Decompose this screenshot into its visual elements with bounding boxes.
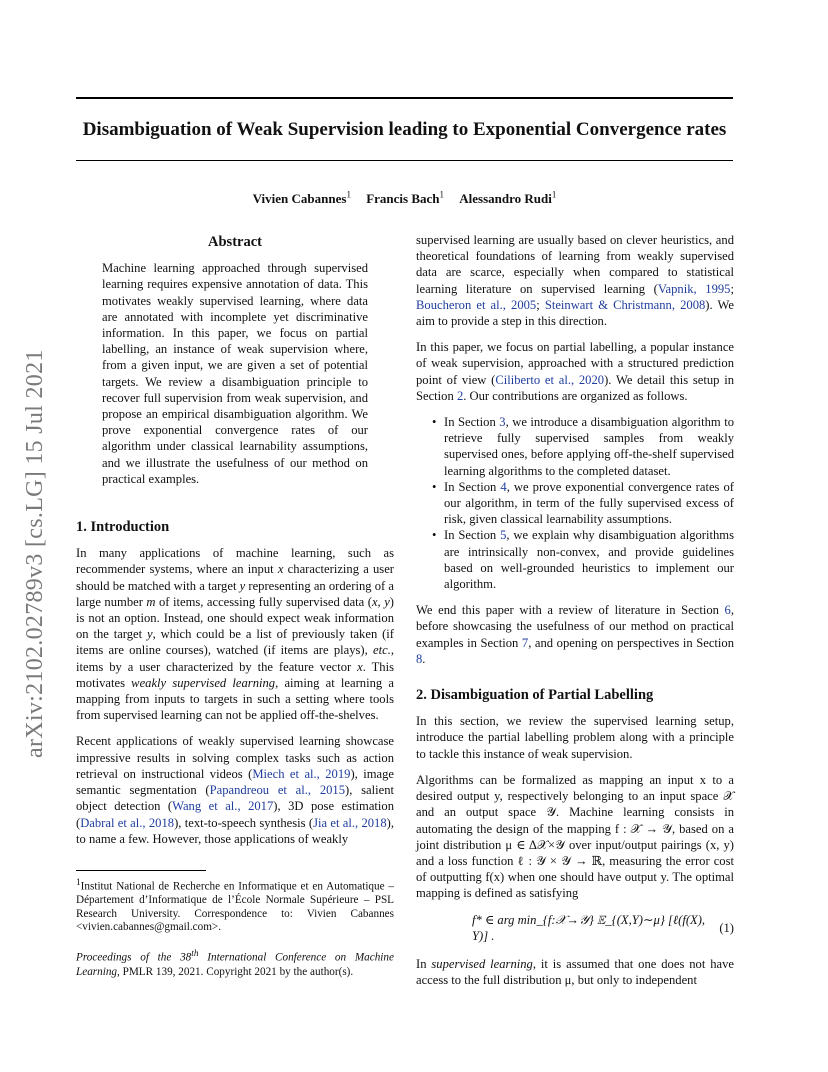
section-link[interactable]: 8 (416, 651, 423, 666)
section-paragraph: In this section, we review the supervised learning setup, introduce the partial labelling problem along with a principle to tackle this instance of weak supervision. (416, 714, 734, 761)
right-column (416, 232, 734, 998)
author-name: Francis Bach$^1$ (366, 190, 444, 207)
intro-paragraph: We end this paper with a review of literature in Section 6, before showcasing the usefulness of our method on practical examples in Section 7, and opening on perspectives in Section 8. (416, 603, 734, 666)
equation (416, 912, 734, 944)
equation-number: (1) (719, 920, 734, 935)
section-heading-introduction: 1. Introduction (76, 519, 170, 536)
footnote-rule (76, 870, 206, 871)
list-item: • In Section 4, we prove exponential convergence rates of our algorithm, in term of the fully supervised excess of risk, given classical learnability assumptions. (444, 479, 734, 528)
section-link[interactable]: 2 (456, 388, 464, 403)
section-link[interactable]: 6 (724, 603, 731, 618)
section-link[interactable]: 4 (500, 479, 507, 494)
section-paragraph: Algorithms can be formalized as mapping an input x to a desired output y, respectively belonging to an input space 𝒳 and an output space 𝒴. Machine learning consists in automating the design of the mapping f : 𝒳 → 𝒴, based on a joint distribution μ ∈ Δ𝒳×𝒴 over input/output pairings (x, y) and a loss function ℓ : 𝒴 × 𝒴 → ℝ, measuring the error cost of outputting f(x) when one should have output y. The optimal mapping is defined as satisfying (416, 772, 734, 901)
intro-paragraph: In this paper, we focus on partial labelling, a popular instance of weak supervision, approached with a structured prediction point of view (Ciliberto et al., 2020). We detail this setup in Section 2. Our contributions are organized as follows. (416, 340, 734, 403)
citation-link[interactable]: Dabral et al., 2018 (80, 815, 175, 830)
contributions-list (416, 414, 734, 592)
citation-link[interactable]: Miech et al., 2019 (252, 766, 351, 781)
list-item: • In Section 5, we explain why disambiguation algorithms are intrinsically non-convex, and provide guidelines based on well-grounded heuristics to implement our algorithm. (444, 527, 734, 592)
section-heading-disambiguation: 2. Disambiguation of Partial Labelling (416, 687, 654, 704)
proceedings-note: Proceedings of the 38th International Conference on Machine Learning, PMLR 139, 2021. Copyright 2021 by the author(s). (76, 949, 394, 978)
title-rule-top (76, 97, 733, 99)
citation-link[interactable]: Steinwart & Christmann, 2008 (544, 297, 706, 312)
abstract-text: Machine learning approached through supervised learning requires expensive annotation of data. This motivates weakly supervised learning, where data are annotated with incomplete yet discriminative information. In this paper, we focus on partial labelling, an instance of weak supervision where, from a given input, we are given a set of potential targets. We review a disambiguation principle to recover full supervision from weak supervision, and propose an empirical disambiguation algorithm. We prove exponential convergence rates of our algorithm under classical learnability assumptions, and we illustrate the usefulness of our method on practical examples. (102, 261, 368, 486)
intro-paragraph: supervised learning are usually based on clever heuristics, and theoretical foundations of learning from weakly supervised data are scarce, especially when compared to statistical learning literature on supervised learning (Vapnik, 1995; Boucheron et al., 2005; Steinwart & Christmann, 2008). We aim to provide a step in this direction. (416, 233, 734, 329)
arxiv-side-label: arXiv:2102.02789v3 [cs.LG] 15 Jul 2021 (22, 349, 48, 758)
citation-link[interactable]: Vapnik, 1995 (657, 281, 731, 296)
section-link[interactable]: 5 (500, 528, 507, 543)
section-link[interactable]: 7 (521, 635, 529, 650)
abstract-heading: Abstract (208, 234, 262, 250)
paper-title: Disambiguation of Weak Supervision leading to Exponential Convergence rates (82, 119, 727, 140)
citation-link[interactable]: Jia et al., 2018 (313, 815, 387, 830)
author-name: Vivien Cabannes$^1$ (252, 190, 351, 207)
list-item: • In Section 3, we introduce a disambiguation algorithm to retrieve fully supervised samples from weakly supervised ones, before applying off-the-shelf supervised learning algorithms to the completed dataset. (444, 414, 734, 479)
intro-paragraph: In many applications of machine learning, such as recommender systems, where an input x characterizing a user should be matched with a target y representing an ordering of a large number m of items, accessing fully supervised data (x, y) is not an option. Instead, one should expect weak information on the target y, which could be a list of previously taken (if items are online courses), watched (if items are plays), etc., items by a user characterized by the feature vector x. This motivates weakly supervised learning, aiming at learning a mapping from inputs to targets in such a setting where tools from supervised learning can not be applied off-the-shelves. (76, 546, 394, 723)
citation-link[interactable]: Papandreou et al., 2015 (209, 783, 346, 798)
affiliation-footnote: $^1$Institut National de Recherche en Informatique et en Automatique – Département d’Informatique de l’École Normale Supérieure – PSL Research University. Correspondence to: Vivien Cabannes <vivien.cabannes@gmail.com>. (76, 878, 394, 933)
footnote-area (76, 870, 394, 979)
intro-paragraph: Recent applications of weakly supervised learning showcase impressive results in solving complex tasks such as action retrieval on instructional videos (Miech et al., 2019), image semantic segmentation (Papandreou et al., 2015), salient object detection (Wang et al., 2017), 3D pose estimation (Dabral et al., 2018), text-to-speech synthesis (Jia et al., 2018), to name a few. However, those applications of weakly (76, 734, 395, 846)
citation-link[interactable]: Ciliberto et al., 2020 (495, 372, 605, 387)
section-link[interactable]: 3 (499, 415, 506, 430)
citation-link[interactable]: Boucheron et al., 2005 (416, 297, 537, 312)
citation-link[interactable]: Wang et al., 2017 (172, 799, 274, 814)
left-column (76, 232, 394, 857)
author-name: Alessandro Rudi$^1$ (459, 190, 557, 207)
author-list (76, 190, 733, 207)
equation-body: f* ∈ arg min_{f:𝒳→𝒴} 𝔼_{(X,Y)∼μ} [ℓ(f(X), Y)] . (472, 912, 706, 943)
section-paragraph: In supervised learning, it is assumed that one does not have access to the full distribution μ, but only to independent (416, 956, 735, 988)
title-rule-bottom (76, 160, 733, 161)
